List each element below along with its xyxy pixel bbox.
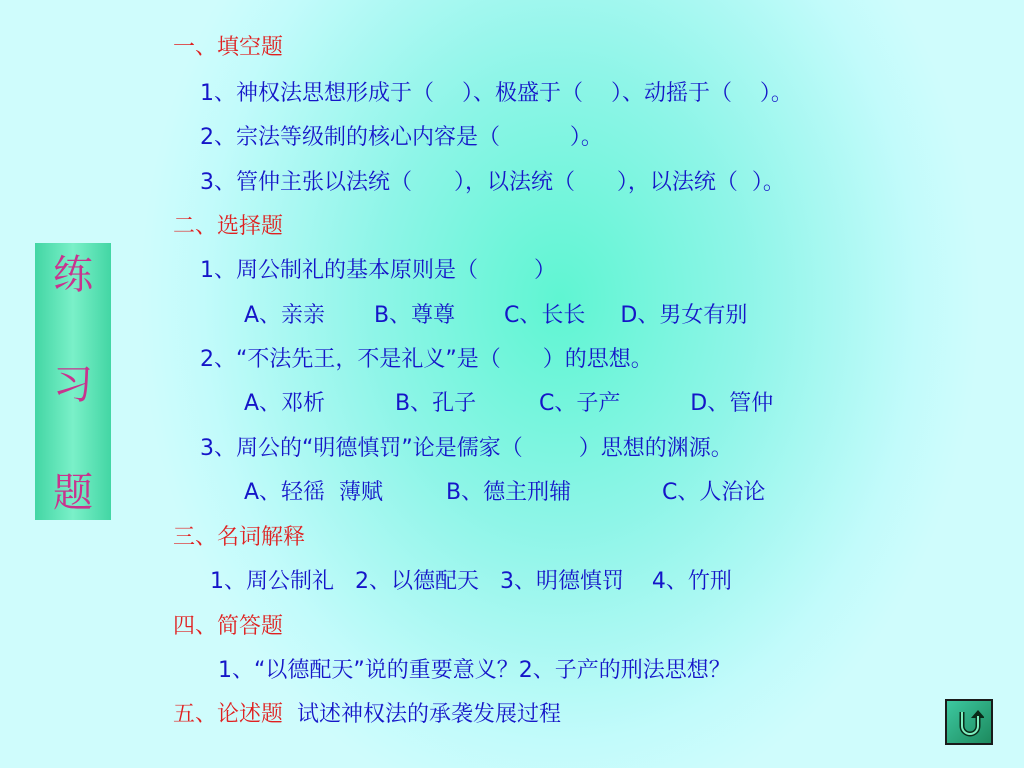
essay-question: 试述神权法的承袭发展过程	[297, 702, 562, 727]
options-line: A、邓析 B、孔子 C、子产 D、管仲	[244, 391, 774, 416]
section-heading-terms: 三、名词解释	[173, 525, 306, 550]
side-title-char: 习	[53, 362, 93, 408]
section-heading-short-answer: 四、简答题	[173, 614, 284, 639]
section-heading-essay: 五、论述题 试述神权法的承袭发展过程	[173, 702, 562, 727]
terms-line: 1、周公制礼 2、以德配天 3、明德慎罚 4、竹刑	[210, 569, 732, 594]
question-line: 2、“不法先王，不是礼义”是（ ）的思想。	[200, 347, 653, 372]
side-title-bar	[35, 243, 111, 520]
return-arrow-icon	[956, 708, 984, 738]
question-line: 1、周公制礼的基本原则是（ ）	[200, 258, 556, 283]
options-line: A、亲亲 B、尊尊 C、长长 D、男女有别	[244, 303, 748, 328]
section-heading-fill-blank: 一、填空题	[173, 35, 284, 60]
question-line: 3、周公的“明德慎罚”论是儒家（ ）思想的渊源。	[200, 436, 733, 461]
section-heading-choice: 二、选择题	[173, 214, 284, 239]
question-line: 2、宗法等级制的核心内容是（ ）。	[200, 125, 603, 150]
side-title-char: 题	[53, 470, 93, 516]
question-line: 1、“以德配天”说的重要意义？2、子产的刑法思想？	[218, 658, 731, 683]
options-line: A、轻徭 薄赋 B、德主刑辅 C、人治论	[244, 480, 766, 505]
return-button[interactable]	[945, 699, 993, 745]
question-line: 1、神权法思想形成于（ ）、极盛于（ ）、动摇于（ ）。	[200, 81, 793, 106]
question-line: 3、管仲主张以法统（ ），以法统（ ），以法统（ ）。	[200, 170, 785, 195]
side-title-char: 练	[53, 252, 93, 298]
